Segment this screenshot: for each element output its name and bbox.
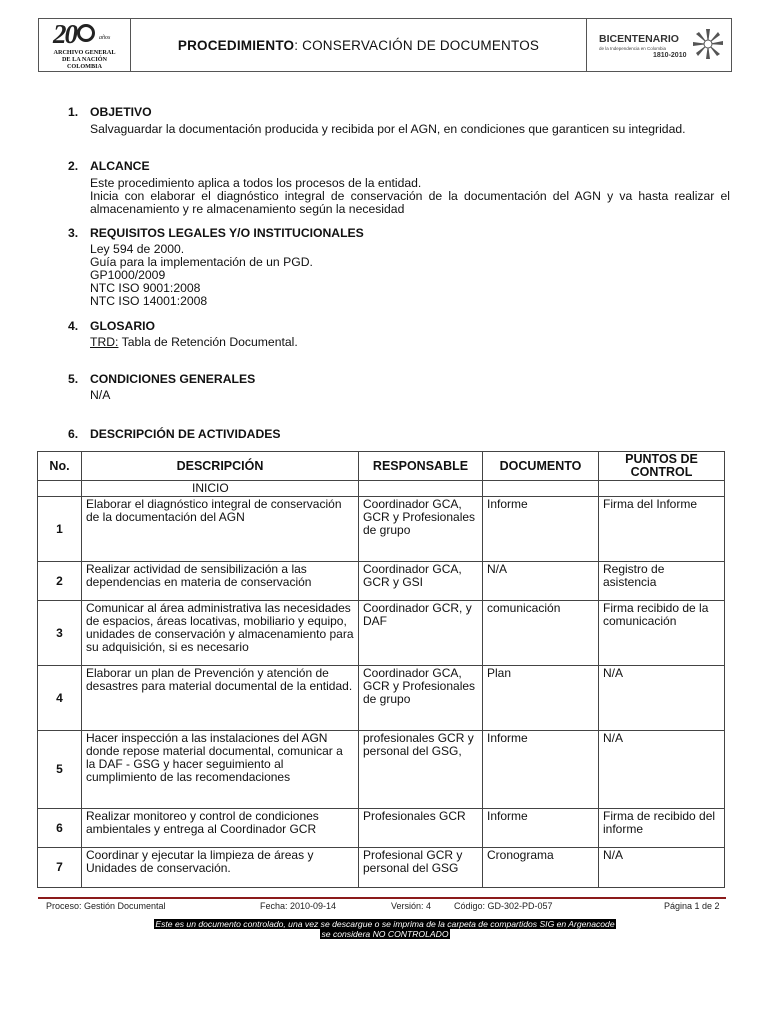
section-heading: 6. DESCRIPCIÓN DE ACTIVIDADES: [68, 427, 281, 441]
row-control: N/A: [599, 666, 725, 731]
section-descripcion: [68, 428, 730, 441]
list-item: NTC ISO 9001:2008: [90, 281, 201, 295]
table-row: [38, 601, 725, 666]
agn-logo: [39, 19, 131, 71]
row-documento: Informe: [483, 731, 599, 809]
section-body: [68, 336, 730, 349]
row-documento: Cronograma: [483, 848, 599, 888]
logo-ring-icon: [77, 24, 95, 42]
bicentenario-subtitle: de la Independencia en Colombia: [599, 46, 667, 51]
inicio-label: INICIO: [82, 481, 359, 497]
footer-proceso: Proceso: Gestión Documental: [46, 901, 166, 911]
list-item: Ley 594 de 2000.: [90, 242, 185, 256]
row-number: 2: [38, 562, 82, 601]
section-body: Este procedimiento aplica a todos los procesos de la entidad. Inicia con elaborar el diagnóstico integral de conservación de la documentación del AGN y va hasta realizar el almacenamiento y re almacenamiento según la necesidad: [90, 176, 730, 216]
footer-fecha: Fecha: 2010-09-14: [260, 901, 337, 911]
row-documento: N/A: [483, 562, 599, 601]
logo-anniversary-word: años: [99, 35, 111, 41]
table-header-row: [38, 452, 725, 481]
row-documento: comunicación: [483, 601, 599, 666]
row-responsable: Coordinador GCA, GCR y Profesionales de grupo: [359, 497, 483, 562]
footer-codigo: Código: GD-302-PD-057: [454, 901, 553, 911]
row-responsable: profesionales GCR y personal del GSG,: [359, 731, 483, 809]
table-row: [38, 666, 725, 731]
activities-table: [37, 451, 725, 888]
column-header-documento: DOCUMENTO: [483, 452, 599, 481]
glossary-definition: Tabla de Retención Documental.: [118, 335, 298, 349]
list-item: GP1000/2009: [90, 268, 166, 282]
section-heading: 1. OBJETIVO: [68, 105, 152, 119]
document-header: [38, 18, 732, 72]
section-body: Salvaguardar la documentación producida y recibida por el AGN, en condiciones que garanticen su integridad.: [90, 122, 686, 136]
row-number: 3: [38, 601, 82, 666]
footer-pagina: Página 1 de 2: [664, 901, 720, 911]
row-control: N/A: [599, 848, 725, 888]
row-responsable: Coordinador GCR, y DAF: [359, 601, 483, 666]
section-body: N/A: [90, 388, 111, 402]
section-heading: 2. ALCANCE: [68, 159, 150, 173]
footer-version: Versión: 4: [391, 901, 432, 911]
page-title: PROCEDIMIENTO : CONSERVACIÓN DE DOCUMENTOS: [131, 19, 587, 71]
row-number: 5: [38, 731, 82, 809]
section-condiciones: [68, 373, 730, 402]
row-responsable: Profesionales GCR: [359, 809, 483, 848]
row-number: 1: [38, 497, 82, 562]
row-descripcion: Elaborar un plan de Prevención y atención de desastres para material documental de la entidad.: [82, 666, 359, 731]
row-control: Firma de recibido del informe: [599, 809, 725, 848]
glossary-term: TRD:: [90, 335, 119, 349]
row-descripcion: Comunicar al área administrativa las necesidades de espacios, áreas locativas, mobiliario y equipo, unidades de conservación y almacenamiento para su adquisición, si es necesario: [82, 601, 359, 666]
table-row: [38, 848, 725, 888]
row-control: Firma recibido de la comunicación: [599, 601, 725, 666]
document-footer: [46, 901, 728, 911]
row-control: Registro de asistencia: [599, 562, 725, 601]
row-documento: Informe: [483, 809, 599, 848]
table-row: [38, 809, 725, 848]
section-requisitos: [68, 227, 730, 308]
starburst-icon: [691, 27, 725, 61]
section-glosario: [68, 320, 730, 349]
row-control: N/A: [599, 731, 725, 809]
row-documento: Informe: [483, 497, 599, 562]
list-item: NTC ISO 14001:2008: [90, 294, 208, 308]
list-item: Guía para la implementación de un PGD.: [90, 255, 313, 269]
section-heading: 3. REQUISITOS LEGALES Y/O INSTITUCIONALES: [68, 226, 364, 240]
row-number: 7: [38, 848, 82, 888]
controlled-document-notice: Este es un documento controlado, una vez se descargue o se imprima de la carpeta de compartidos SIG en Argenacode se considera NO CONTROLADO: [155, 919, 615, 939]
row-control: Firma del Informe: [599, 497, 725, 562]
table-row: [38, 562, 725, 601]
bicentenario-years: 1810-2010: [653, 52, 687, 59]
table-row: [38, 731, 725, 809]
section-heading: 5. CONDICIONES GENERALES: [68, 372, 256, 386]
column-header-puntos-control: PUNTOS DE CONTROL: [599, 452, 725, 481]
column-header-descripcion: DESCRIPCIÓN: [82, 452, 359, 481]
row-responsable: Profesional GCR y personal del GSG: [359, 848, 483, 888]
section-body: [68, 243, 730, 308]
row-responsable: Coordinador GCA, GCR y Profesionales de grupo: [359, 666, 483, 731]
row-documento: Plan: [483, 666, 599, 731]
bicentenario-name: BICENTENARIO: [599, 33, 679, 45]
row-descripcion: Realizar monitoreo y control de condiciones ambientales y entrega al Coordinador GCR: [82, 809, 359, 848]
column-header-no: No.: [38, 452, 82, 481]
section-alcance: [68, 160, 730, 216]
table-row-inicio: [38, 481, 725, 497]
section-heading: 4. GLOSARIO: [68, 319, 156, 333]
table-row: [38, 497, 725, 562]
footer-divider: [38, 897, 726, 899]
row-descripcion: Elaborar el diagnóstico integral de conservación de la documentación del AGN: [82, 497, 359, 562]
row-descripcion: Realizar actividad de sensibilización a las dependencias en materia de conservación: [82, 562, 359, 601]
bicentenario-logo: [587, 19, 731, 71]
row-descripcion: Coordinar y ejecutar la limpieza de áreas y Unidades de conservación.: [82, 848, 359, 888]
logo-anniversary-number: 20: [53, 19, 76, 49]
row-number: 6: [38, 809, 82, 848]
section-objetivo: [68, 106, 730, 136]
row-responsable: Coordinador GCA, GCR y GSI: [359, 562, 483, 601]
column-header-responsable: RESPONSABLE: [359, 452, 483, 481]
row-number: 4: [38, 666, 82, 731]
logo-org-name: ARCHIVO GENERAL DE LA NACIÓN COLOMBIA: [53, 49, 116, 70]
row-descripcion: Hacer inspección a las instalaciones del AGN donde repose material documental, comunicar a la DAF - GSG y hacer seguimiento al cumplimiento de las recomendaciones: [82, 731, 359, 809]
